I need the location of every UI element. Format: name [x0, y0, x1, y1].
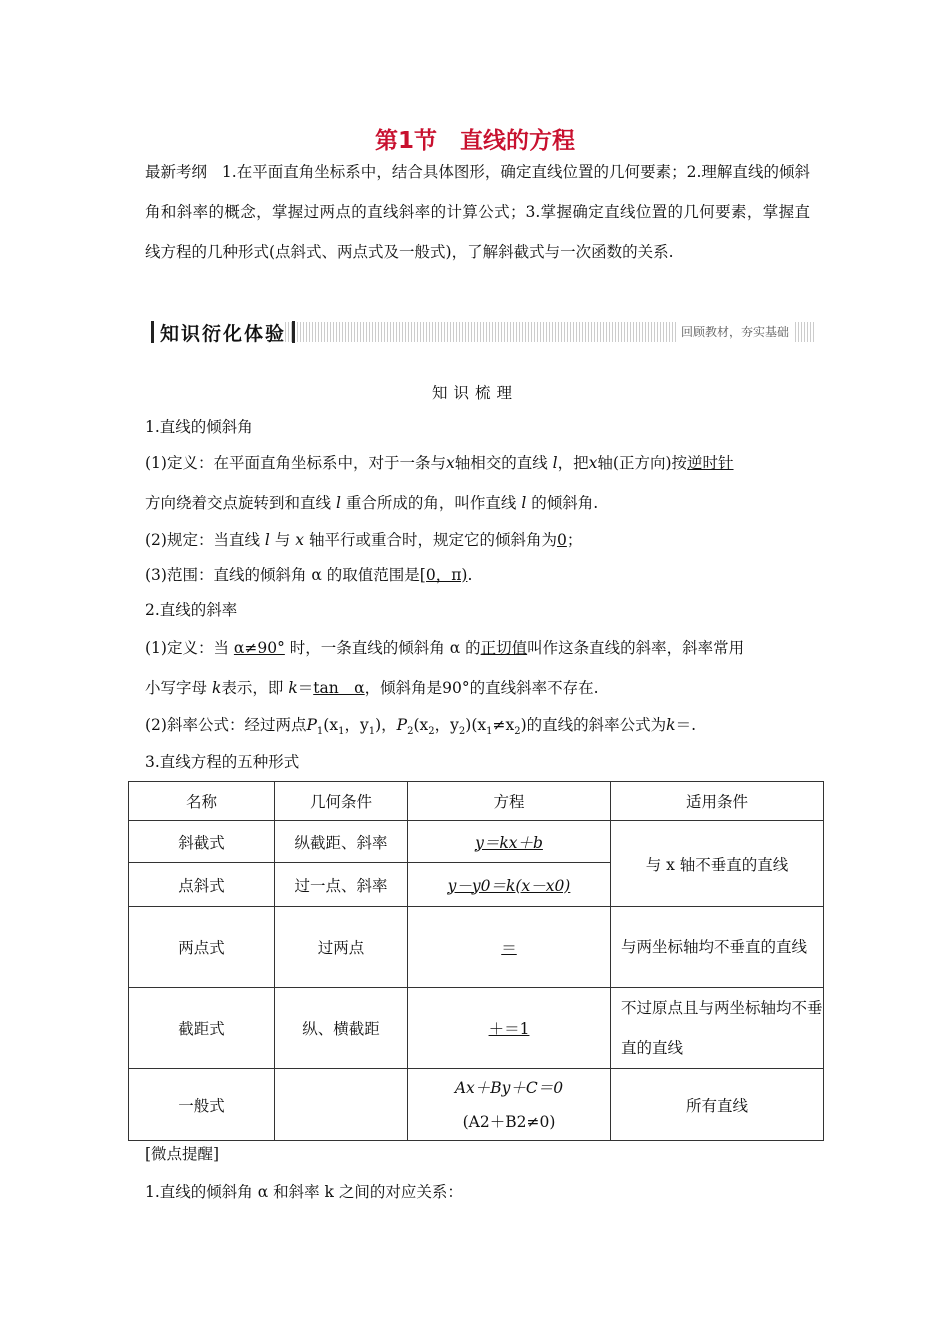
row-scope-merged: 与 x 轴不垂直的直线	[611, 821, 824, 907]
var-x: x	[445, 454, 455, 472]
table-row	[129, 821, 824, 863]
text: 方向绕着交点旋转到和直线	[145, 494, 332, 512]
text: ，y	[434, 716, 459, 734]
row-name: 截距式	[129, 988, 275, 1069]
sub: 1	[338, 726, 345, 738]
text: .	[467, 566, 473, 584]
eq-text: ＝	[501, 939, 517, 957]
var-l: l	[521, 494, 527, 512]
s1-definition-line2	[145, 491, 598, 513]
eq-text: Ax＋By＋C＝0	[454, 1078, 564, 1097]
sub: 2	[407, 726, 414, 738]
text: ≠x	[492, 716, 515, 734]
var-k: k	[666, 716, 676, 734]
s2-formula	[145, 713, 696, 737]
text: ＝.	[675, 716, 697, 734]
text: ＝	[297, 679, 314, 697]
sub: 2	[458, 726, 466, 738]
banner-left-text: 知识衍化体验	[160, 322, 287, 345]
row-cond: 过两点	[275, 907, 408, 988]
var-x: x	[295, 531, 305, 549]
s2-definition-line1	[145, 636, 744, 658]
syllabus-text: 1.在平面直角坐标系中，结合具体图形，确定直线位置的几何要素；2.理解直线的倾斜角和斜率的概念，掌握过两点的直线斜率的计算公式；3.掌握确定直线位置的几何要素，掌握直线方程的几种形式(点斜式、两点式及一般式)，了解斜截式与一次函数的关系.	[145, 163, 810, 261]
row-name: 斜截式	[129, 821, 275, 863]
eq-text: y－y0＝k(x－x0)	[447, 876, 571, 895]
text: ，y	[344, 716, 369, 734]
text: 小写字母	[145, 679, 208, 697]
row-eq	[408, 1069, 611, 1141]
section-banner	[145, 318, 815, 346]
var-p: P	[306, 716, 317, 734]
table-row	[129, 988, 824, 1069]
banner-bar-left	[151, 321, 154, 343]
col-name: 名称	[129, 782, 275, 821]
s1-range	[145, 563, 472, 585]
sub: 1	[368, 726, 376, 738]
row-cond: 纵、横截距	[275, 988, 408, 1069]
table-header-row	[129, 782, 824, 821]
row-cond: 过一点、斜率	[275, 863, 408, 907]
text: 轴相交的直线	[454, 454, 548, 472]
text: 时，一条直线的倾斜角 α 的	[289, 639, 481, 657]
text: ；	[566, 531, 583, 549]
row-scope: 不过原点且与两坐标轴均不垂直的直线	[611, 988, 824, 1069]
text: 叫作这条直线的斜率，斜率常用	[527, 639, 745, 657]
row-name: 两点式	[129, 907, 275, 988]
table-row	[129, 907, 824, 988]
answer-tan: 正切值	[480, 639, 528, 657]
var-l: l	[335, 494, 341, 512]
sub: 1	[316, 726, 324, 738]
s1-heading: 1.直线的倾斜角	[145, 418, 253, 436]
var-l: l	[552, 454, 558, 472]
sub: 2	[428, 726, 435, 738]
syllabus-paragraph	[145, 152, 810, 272]
section-title: 知识梳理	[431, 384, 518, 402]
row-scope: 与两坐标轴均不垂直的直线	[611, 907, 824, 988]
line-equation-table	[128, 781, 824, 1141]
answer-ccw: 逆时针	[687, 454, 734, 472]
row-eq	[408, 988, 611, 1069]
text: 轴(正方向)按	[597, 454, 688, 472]
text: )(x	[465, 716, 487, 734]
row-scope: 所有直线	[611, 1069, 824, 1141]
text: 与	[274, 531, 291, 549]
row-eq	[408, 821, 611, 863]
eq-condition: (A2＋B2≠0)	[462, 1112, 556, 1131]
answer-zero: 0	[556, 531, 567, 549]
answer-range: [0，π)	[419, 566, 468, 584]
s1-rule	[145, 528, 582, 550]
var-k: k	[288, 679, 298, 697]
text: (x	[323, 716, 339, 734]
text: ，把	[557, 454, 589, 472]
text: (3)范围：直线的倾斜角 α 的取值范围是	[145, 566, 420, 584]
tip-label: [微点提醒]	[145, 1145, 220, 1163]
text: 轴平行或重合时，规定它的倾斜角为	[308, 531, 557, 549]
s3-heading: 3.直线方程的五种形式	[145, 753, 300, 771]
text: (2)斜率公式：经过两点	[145, 716, 307, 734]
row-cond: 纵截距、斜率	[275, 821, 408, 863]
banner-bar-right	[292, 321, 295, 343]
s2-heading: 2.直线的斜率	[145, 601, 238, 619]
s1-definition-line1	[145, 451, 734, 473]
text: 的倾斜角.	[531, 494, 599, 512]
col-cond: 几何条件	[275, 782, 408, 821]
text: (1)定义：当	[145, 639, 229, 657]
text: 表示，即	[221, 679, 284, 697]
var-x: x	[588, 454, 598, 472]
text: ，倾斜角是90°的直线斜率不存在.	[364, 679, 599, 697]
text: (2)规定：当直线	[145, 531, 260, 549]
s2-definition-line2	[145, 676, 599, 698]
answer-cond: α≠90°	[233, 639, 285, 657]
table-row	[129, 1069, 824, 1141]
text: )的直线的斜率公式为	[520, 716, 667, 734]
text: (1)定义：在平面直角坐标系中，对于一条与	[145, 454, 446, 472]
eq-text: y＝kx＋b	[475, 833, 543, 852]
row-cond	[275, 1069, 408, 1141]
var-k: k	[211, 679, 222, 697]
col-eq: 方程	[408, 782, 611, 821]
tip-item-1: 1.直线的倾斜角 α 和斜率 k 之间的对应关系：	[145, 1183, 463, 1201]
text: (x	[413, 716, 429, 734]
col-scope: 适用条件	[611, 782, 824, 821]
text: )，	[375, 716, 397, 734]
row-name: 点斜式	[129, 863, 275, 907]
row-name: 一般式	[129, 1069, 275, 1141]
syllabus-label: 最新考纲	[145, 163, 208, 181]
page-title: 第1节 直线的方程	[374, 128, 575, 154]
var-l: l	[264, 531, 270, 549]
eq-text: ＋＝1	[488, 1020, 530, 1038]
banner-subtitle: 回顾教材，夯实基础	[677, 322, 793, 342]
banner-title	[145, 318, 301, 346]
answer-tan-alpha: tan α	[313, 679, 365, 697]
sub: 1	[486, 726, 493, 738]
sub: 2	[514, 726, 521, 738]
row-eq	[408, 863, 611, 907]
text: 重合所成的角，叫作直线	[345, 494, 517, 512]
row-eq	[408, 907, 611, 988]
var-p: P	[396, 716, 408, 734]
